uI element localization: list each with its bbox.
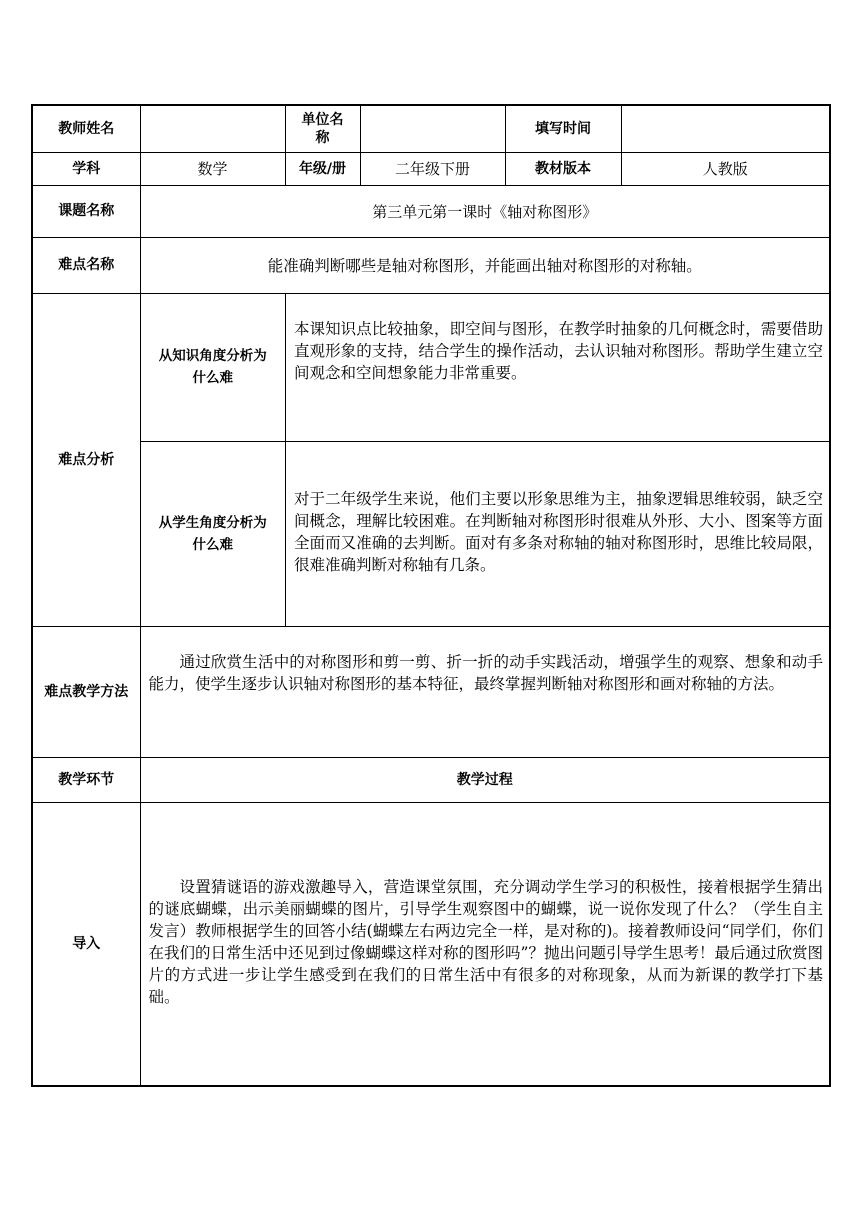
- analysis-knowledge-cell: [140, 293, 830, 441]
- subject-label: 学科: [32, 152, 140, 185]
- grade-label: 年级/册: [285, 152, 360, 185]
- unit-name-label-line2: 称: [315, 129, 330, 146]
- knowledge-angle-label: [141, 294, 286, 441]
- edition-value: 人教版: [621, 152, 830, 185]
- student-angle-text-cell: [286, 442, 830, 626]
- unit-name-value[interactable]: [360, 105, 505, 152]
- intro-text: 设置猜谜语的游戏激趣导入，营造课堂氛围，充分调动学生学习的积极性，接着根据学生猜出的谜底蝴蝶，出示美丽蝴蝶的图片，引导学生观察图中的蝴蝶，说一说你发现了什么？（学生自主发言）教师根据学生的回答小结(蝴蝶左右两边完全一样，是对称的)。接着教师设问“同学们，你们在我们的日常生活中还见到过像蝴蝶这样对称的图形吗”？抛出问题引导学生思考！最后通过欣赏图片的方式进一步让学生感受到在我们的日常生活中有很多的对称现象，从而为新课的教学打下基础。: [148, 877, 823, 1006]
- teacher-name-value[interactable]: [140, 105, 285, 152]
- student-angle-label-line1: 从学生角度分析为: [158, 514, 267, 531]
- edition-label: 教材版本: [505, 152, 621, 185]
- fill-time-label: 填写时间: [505, 105, 621, 152]
- knowledge-angle-label-line2: 什么难: [192, 370, 233, 386]
- analysis-label: 难点分析: [32, 293, 140, 626]
- topic-value: 第三单元第一课时《轴对称图形》: [140, 185, 830, 237]
- student-angle-text: 对于二年级学生来说，他们主要以形象思维为主，抽象逻辑思维较弱，缺乏空间概念，理解比较困难。在判断轴对称图形时很难从外形、大小、图案等方面全面而又准确的去判断。面对有多条对称轴的轴对称图形时，思维比较局限，很难准确判断对称轴有几条。: [294, 489, 823, 574]
- knowledge-angle-text: 本课知识点比较抽象，即空间与图形，在教学时抽象的几何概念时，需要借助直观形象的支持，结合学生的操作活动，去认识轴对称图形。帮助学生建立空间观念和空间想象能力非常重要。: [294, 319, 823, 382]
- intro-text-cell: [140, 802, 830, 1086]
- method-text-cell: [140, 626, 830, 757]
- difficulty-value: 能准确判断哪些是轴对称图形，并能画出轴对称图形的对称轴。: [140, 237, 830, 293]
- method-text: 通过欣赏生活中的对称图形和剪一剪、折一折的动手实践活动，增强学生的观察、想象和动手能力，使学生逐步认识轴对称图形的基本特征，最终掌握判断轴对称图形和画对称轴的方法。: [148, 652, 823, 693]
- lesson-plan-table: [31, 104, 831, 1087]
- method-label: 难点教学方法: [32, 626, 140, 757]
- knowledge-angle-label-line1: 从知识角度分析为: [158, 348, 267, 364]
- unit-name-label: [285, 105, 360, 152]
- unit-name-label-line1: 单位名: [301, 111, 344, 128]
- intro-label: 导入: [32, 802, 140, 1086]
- subject-value: 数学: [140, 152, 285, 185]
- process-header: 教学过程: [140, 757, 830, 802]
- analysis-student-cell: [140, 441, 830, 626]
- stage-header: 教学环节: [32, 757, 140, 802]
- student-angle-label-line2: 什么难: [192, 536, 233, 553]
- topic-label: 课题名称: [32, 185, 140, 237]
- analysis-student-inner: [141, 442, 830, 626]
- analysis-knowledge-inner: [141, 294, 830, 441]
- knowledge-angle-text-cell: [286, 294, 830, 441]
- teacher-name-label: 教师姓名: [32, 105, 140, 152]
- grade-value: 二年级下册: [360, 152, 505, 185]
- difficulty-label: 难点名称: [32, 237, 140, 293]
- fill-time-value[interactable]: [621, 105, 830, 152]
- student-angle-label: [141, 442, 286, 626]
